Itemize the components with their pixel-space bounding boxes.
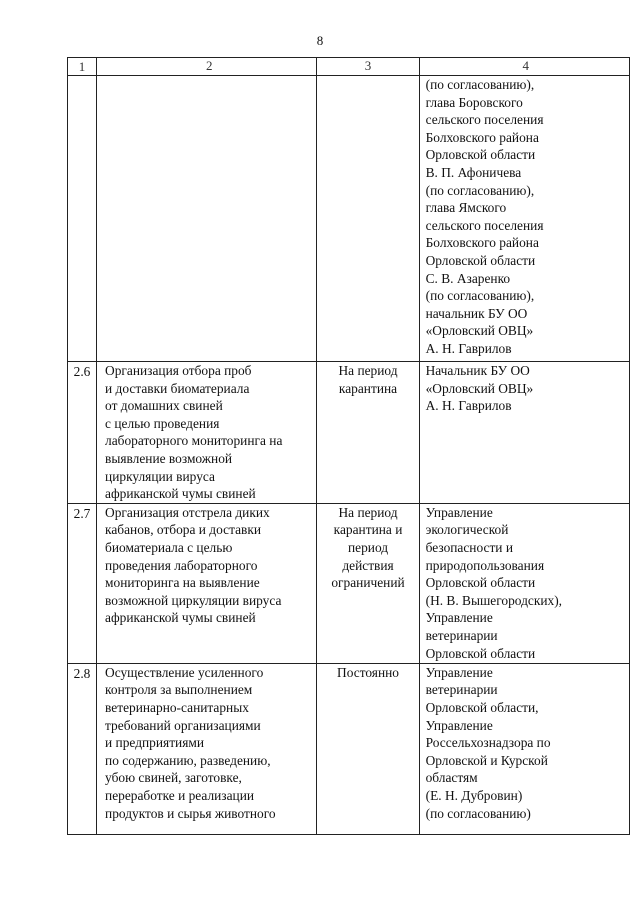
period-cell bbox=[317, 362, 419, 504]
table-row bbox=[68, 362, 630, 504]
period-cell-line: карантина bbox=[338, 380, 398, 396]
responsible-cell-line: С. В. Азаренко bbox=[425, 270, 511, 286]
responsible-cell-line: ветеринарии bbox=[425, 627, 498, 643]
task-cell-line: и предприятиями bbox=[105, 735, 205, 751]
table-row bbox=[68, 76, 630, 362]
responsible-cell-line: (по согласованию), bbox=[425, 288, 535, 304]
responsible-cell-line: Управление bbox=[425, 664, 493, 680]
task-cell-line: и доставки биоматериала bbox=[105, 380, 250, 396]
responsible-cell-line: Начальник БУ ОО bbox=[425, 363, 530, 378]
task-cell-line: контроля за выполнением bbox=[105, 682, 253, 698]
responsible-cell-line: Орловской области bbox=[425, 252, 536, 268]
period-cell bbox=[317, 76, 419, 362]
task-cell-line: африканской чумы свиней bbox=[105, 610, 256, 626]
task-cell bbox=[97, 663, 317, 834]
task-cell bbox=[97, 362, 317, 504]
period-cell-line: Постоянно bbox=[337, 664, 399, 680]
responsible-cell-line: Управление bbox=[425, 610, 493, 626]
header-col-2: 2 bbox=[97, 58, 317, 76]
task-cell-line: циркуляции вируса bbox=[105, 468, 215, 484]
row-number: 2.6 bbox=[68, 362, 97, 504]
responsible-cell-line: экологической bbox=[425, 522, 509, 538]
header-col-3: 3 bbox=[317, 58, 419, 76]
row-number bbox=[68, 76, 97, 362]
task-cell-line: Осуществление усиленного bbox=[105, 664, 264, 680]
responsible-cell-line: сельского поселения bbox=[425, 112, 544, 128]
responsible-cell-line: В. П. Афоничева bbox=[425, 164, 522, 180]
responsible-cell-line: областям bbox=[425, 770, 478, 786]
responsible-cell-line: глава Ямского bbox=[425, 200, 507, 216]
task-cell-line: африканской чумы свиней bbox=[105, 486, 256, 502]
task-cell-line: требований организациями bbox=[105, 717, 261, 733]
task-cell-line: кабанов, отбора и доставки bbox=[105, 522, 262, 538]
responsible-cell-line: начальник БУ ОО bbox=[425, 305, 528, 321]
responsible-cell-line: (по согласованию) bbox=[425, 805, 531, 821]
period-cell-line: период bbox=[347, 539, 389, 555]
task-cell-line: возможной циркуляции вируса bbox=[105, 592, 282, 608]
responsible-cell bbox=[419, 503, 629, 663]
header-col-4: 4 bbox=[419, 58, 629, 76]
responsible-cell bbox=[419, 76, 629, 362]
period-cell-line: ограничений bbox=[331, 575, 405, 591]
responsible-cell-line: Управление bbox=[425, 717, 493, 733]
task-cell-line: проведения лабораторного bbox=[105, 557, 258, 573]
responsible-cell-line: глава Боровского bbox=[425, 94, 523, 110]
task-cell-line: лабораторного мониторинга на bbox=[105, 433, 283, 449]
responsible-cell-line: (по согласованию), bbox=[425, 182, 535, 198]
period-cell bbox=[317, 503, 419, 663]
responsible-cell-line: Орловской области bbox=[425, 645, 536, 661]
responsible-cell-line: безопасности и bbox=[425, 539, 513, 555]
task-cell-line: ветеринарно-санитарных bbox=[105, 699, 249, 715]
responsible-cell-line: (Н. В. Вышегородских), bbox=[425, 592, 563, 608]
responsible-cell-line: (по согласованию), bbox=[425, 77, 535, 92]
responsible-cell-line: «Орловский ОВЦ» bbox=[425, 323, 534, 339]
period-cell bbox=[317, 663, 419, 834]
responsible-cell-line: ветеринарии bbox=[425, 682, 498, 698]
task-cell-line: Организация отбора проб bbox=[105, 363, 252, 378]
responsible-cell-line: (Е. Н. Дубровин) bbox=[425, 787, 523, 803]
responsible-cell-line: «Орловский ОВЦ» bbox=[425, 380, 534, 396]
responsible-cell-line: А. Н. Гаврилов bbox=[425, 340, 512, 356]
task-cell-line: от домашних свиней bbox=[105, 398, 223, 414]
measures-table bbox=[67, 57, 630, 835]
responsible-cell-line: Орловской и Курской bbox=[425, 752, 548, 768]
task-cell-line: с целью проведения bbox=[105, 415, 220, 431]
task-cell-line: Организация отстрела диких bbox=[105, 504, 270, 520]
responsible-cell-line: Орловской области, bbox=[425, 699, 539, 715]
row-number: 2.7 bbox=[68, 503, 97, 663]
task-cell-line: мониторинга на выявление bbox=[105, 575, 260, 591]
task-cell bbox=[97, 76, 317, 362]
task-cell-line: убою свиней, заготовке, bbox=[105, 770, 242, 786]
period-cell-line: действия bbox=[342, 557, 394, 573]
responsible-cell-line: Болховского района bbox=[425, 129, 539, 145]
responsible-cell-line: Болховского района bbox=[425, 235, 539, 251]
table-row bbox=[68, 663, 630, 834]
period-cell-line: На период bbox=[338, 363, 398, 378]
row-number: 2.8 bbox=[68, 663, 97, 834]
responsible-cell-line: А. Н. Гаврилов bbox=[425, 398, 512, 414]
table-row bbox=[68, 503, 630, 663]
period-cell-line: карантина и bbox=[333, 522, 403, 538]
header-col-1: 1 bbox=[68, 58, 97, 76]
responsible-cell-line: сельского поселения bbox=[425, 217, 544, 233]
task-cell-line: по содержанию, разведению, bbox=[105, 752, 271, 768]
task-cell-line: выявление возможной bbox=[105, 450, 233, 466]
responsible-cell-line: Управление bbox=[425, 504, 493, 520]
task-cell-line: переработке и реализации bbox=[105, 787, 255, 803]
responsible-cell-line: природопользования bbox=[425, 557, 545, 573]
responsible-cell-line: Орловской области bbox=[425, 147, 536, 163]
task-cell-line: биоматериала с целью bbox=[105, 539, 233, 555]
task-cell-line: продуктов и сырья животного bbox=[105, 805, 276, 821]
table-header-row bbox=[68, 58, 630, 76]
responsible-cell-line: Россельхознадзора по bbox=[425, 735, 551, 751]
task-cell bbox=[97, 503, 317, 663]
responsible-cell bbox=[419, 362, 629, 504]
page-number: 8 bbox=[316, 33, 324, 48]
period-cell-line: На период bbox=[338, 504, 398, 520]
responsible-cell bbox=[419, 663, 629, 834]
responsible-cell-line: Орловской области bbox=[425, 575, 536, 591]
